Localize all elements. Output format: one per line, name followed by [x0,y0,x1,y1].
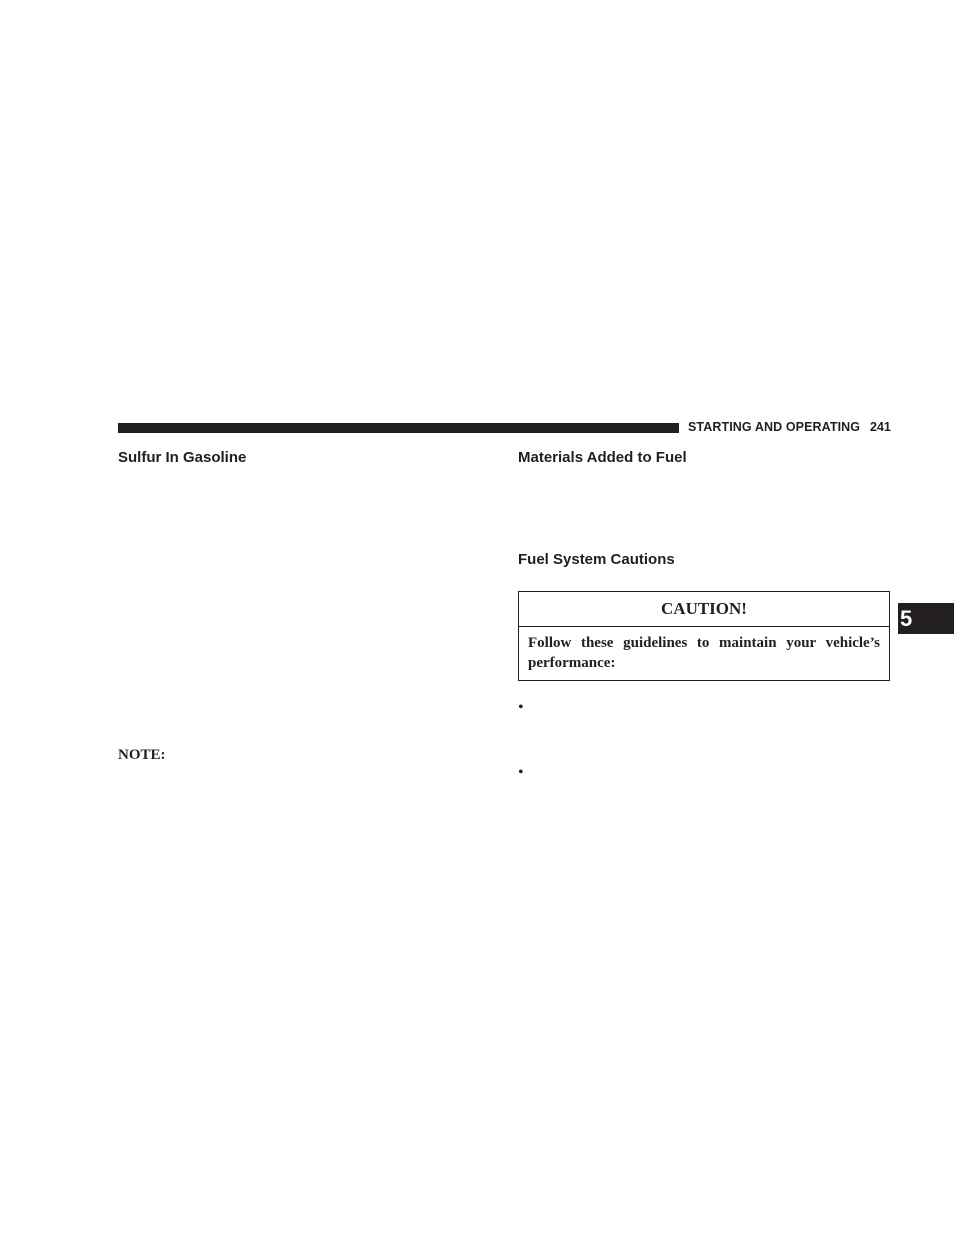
heading-sulfur-in-gasoline: Sulfur In Gasoline [118,449,247,466]
heading-materials-added-to-fuel: Materials Added to Fuel [518,449,687,466]
caution-title: CAUTION! [519,592,889,627]
caution-box [518,591,890,681]
note-label: NOTE: [118,747,166,763]
header-rule-bar [118,423,679,433]
page-number: 241 [870,420,891,434]
bullet-marker: • [518,764,524,781]
chapter-tab: 5 [898,603,954,634]
caution-body: Follow these guidelines to maintain your vehicle’s performance: [528,635,880,671]
heading-fuel-system-cautions: Fuel System Cautions [518,551,675,568]
bullet-marker: • [518,699,524,716]
running-header-section-title: STARTING AND OPERATING [688,420,861,434]
